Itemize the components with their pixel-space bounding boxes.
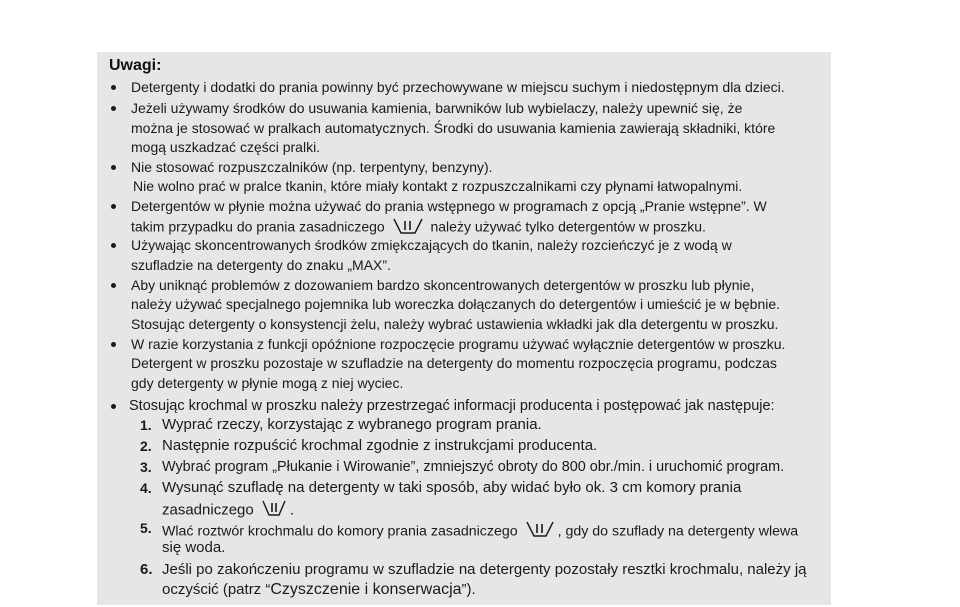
note-text: Detergenty i dodatki do prania powinny być przechowywane w miejscu suchym i niedostępnym dla dzieci. — [131, 79, 785, 95]
step-text-part: zasadniczego — [162, 501, 254, 519]
step-text: Jeśli po zakończeniu programu w szufladzie na detergenty pozostały resztki krochmalu, należy ją — [162, 561, 807, 578]
step-number: 3. — [140, 459, 152, 475]
note-text: Nie wolno prać w pralce tkanin, które miały kontakt z rozpuszczalnikami czy płynami łatwopalnymi. — [133, 178, 743, 194]
step-text-part: ”). — [461, 581, 476, 598]
bullet-dot — [111, 204, 116, 209]
note-text: szufladzie na detergenty do znaku „MAX”. — [131, 257, 391, 273]
step-number: 2. — [140, 438, 152, 454]
step-text-part: , gdy do szuflady na detergenty wlewa — [557, 523, 799, 540]
step-number: 5. — [140, 520, 152, 536]
bullet-dot — [111, 106, 116, 111]
main-wash-compartment-icon — [524, 519, 556, 544]
note-text: Detergent w proszku pozostaje w szufladzie na detergenty do momentu rozpoczęcia programu, podczas — [131, 355, 777, 371]
section-reference: Czyszczenie i konserwacja — [270, 581, 462, 598]
note-text: należy używać specjalnego pojemnika lub woreczka dołączanych do detergentów i umieścić je w bębnie. — [131, 296, 781, 312]
note-text: Aby uniknąć problemów z dozowaniem bardzo skoncentrowanych detergentów w proszku lub płynie, — [131, 277, 755, 293]
step-text-part: oczyścić (patrz “ — [162, 581, 271, 598]
step-text: Wysunąć szufladę na detergenty w taki sposób, aby widać było ok. 3 cm komory prania — [162, 479, 742, 496]
note-text: W razie korzystania z funkcji opóźnione rozpoczęcie programu używać wyłącznie detergentów w proszku. — [131, 336, 786, 352]
note-text: Nie stosować rozpuszczalników (np. terpentyny, benzyny). — [131, 159, 493, 175]
step-number: 1. — [140, 417, 152, 433]
step-text: Wyprać rzeczy, korzystając z wybranego program prania. — [162, 416, 542, 433]
bullet-dot — [111, 342, 116, 347]
note-text: Stosując detergenty o konsystencji żelu, należy wybrać ustawienia wkładki jak dla detergentu w proszku. — [131, 316, 779, 332]
note-text: można je stosować w pralkach automatycznych. Środki do usuwania kamienia zawierają składniki, które — [131, 120, 776, 136]
notes-title: Uwagi: — [109, 57, 162, 74]
step-text: Wybrać program „Płukanie i Wirowanie”, zmniejszyć obroty do 800 obr./min. i uruchomić program. — [162, 459, 785, 475]
step-text — [162, 519, 798, 544]
note-text: Jeżeli używamy środków do usuwania kamienia, barwników lub wybielaczy, należy upewnić się, że — [131, 100, 743, 116]
note-text: Używając skoncentrowanych środków zmiękczających do tkanin, należy rozcieńczyć je z wodą w — [131, 237, 732, 253]
step-number: 6. — [140, 561, 153, 578]
bullet-dot — [111, 283, 116, 288]
note-text-part: należy używać tylko detergentów w proszku. — [430, 218, 706, 235]
step-text — [162, 581, 476, 599]
note-text-part: takim przypadku do prania zasadniczego — [131, 218, 385, 235]
bullet-dot — [111, 165, 116, 170]
step-text-part: Wlać roztwór krochmalu do komory prania zasadniczego — [162, 523, 518, 540]
step-number: 4. — [140, 480, 152, 496]
note-text: Detergentów w płynie można używać do prania wstępnego w programach z opcją „Pranie wstępne”. W — [131, 198, 767, 214]
note-text: mogą uszkadzać części pralki. — [131, 139, 321, 155]
bullet-dot — [111, 85, 116, 90]
bullet-dot — [111, 243, 116, 248]
step-text-part: . — [289, 501, 295, 519]
step-text: Następnie rozpuścić krochmal zgodnie z instrukcjami producenta. — [162, 437, 598, 454]
note-text: gdy detergenty w płynie mogą z niej wyciec. — [131, 375, 404, 391]
step-text: się woda. — [162, 539, 226, 556]
note-text: Stosując krochmal w proszku należy przestrzegać informacji producenta i postępować jak następuje: — [129, 398, 775, 414]
bullet-dot — [111, 404, 116, 409]
